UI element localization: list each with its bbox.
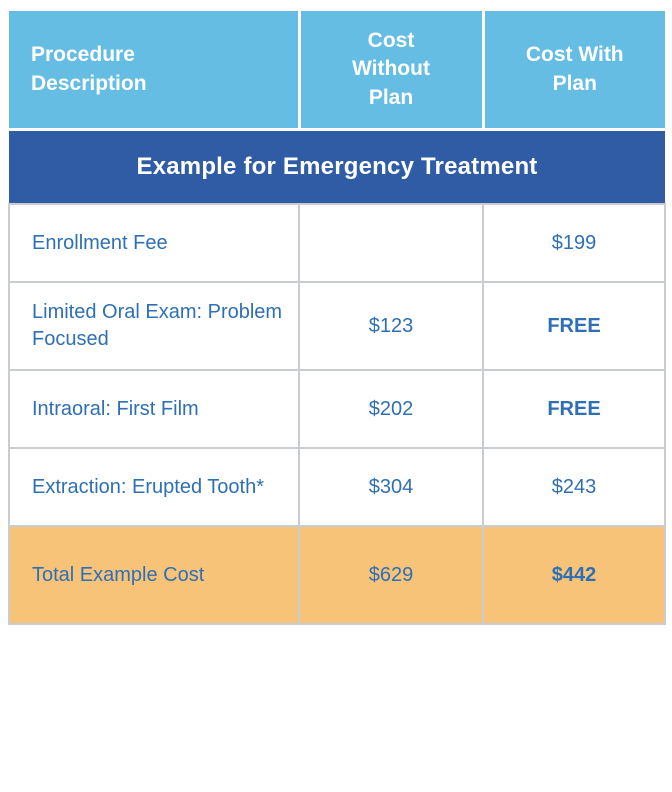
total-cost-with: $442 bbox=[483, 526, 665, 624]
row-cost-without bbox=[299, 204, 483, 282]
table-body bbox=[9, 204, 665, 624]
row-cost-with: FREE bbox=[483, 370, 665, 448]
table-header bbox=[9, 10, 665, 130]
header-line-1: Procedure bbox=[31, 43, 135, 67]
total-cost-without: $629 bbox=[299, 526, 483, 624]
table-row bbox=[9, 448, 665, 526]
cost-table-container bbox=[8, 8, 664, 625]
table-row bbox=[9, 370, 665, 448]
row-cost-without: $304 bbox=[299, 448, 483, 526]
column-header-cost-without-plan bbox=[299, 10, 483, 130]
row-cost-without: $123 bbox=[299, 282, 483, 370]
row-description: Intraoral: First Film bbox=[9, 370, 299, 448]
header-line-2: Without bbox=[352, 57, 430, 81]
header-line-1: Cost bbox=[367, 29, 415, 52]
row-cost-with: FREE bbox=[483, 282, 665, 370]
header-line-3: Plan bbox=[368, 85, 414, 109]
header-row bbox=[9, 10, 665, 130]
cost-comparison-table bbox=[8, 8, 666, 625]
row-cost-with: $199 bbox=[483, 204, 665, 282]
row-cost-without: $202 bbox=[299, 370, 483, 448]
column-header-procedure-description bbox=[9, 10, 299, 130]
table-row bbox=[9, 204, 665, 282]
column-header-cost-with-plan bbox=[483, 10, 665, 130]
row-description: Enrollment Fee bbox=[9, 204, 299, 282]
row-cost-with: $243 bbox=[483, 448, 665, 526]
header-line-2: Plan bbox=[552, 71, 597, 95]
total-description: Total Example Cost bbox=[9, 526, 299, 624]
row-description: Limited Oral Exam: Problem Focused bbox=[9, 282, 299, 370]
table-title-row bbox=[9, 130, 665, 205]
header-line-2: Description bbox=[31, 71, 147, 95]
header-line-1: Cost With bbox=[525, 43, 624, 67]
table-title: Example for Emergency Treatment bbox=[9, 130, 665, 205]
row-description: Extraction: Erupted Tooth* bbox=[9, 448, 299, 526]
table-row bbox=[9, 282, 665, 370]
table-total-row bbox=[9, 526, 665, 624]
